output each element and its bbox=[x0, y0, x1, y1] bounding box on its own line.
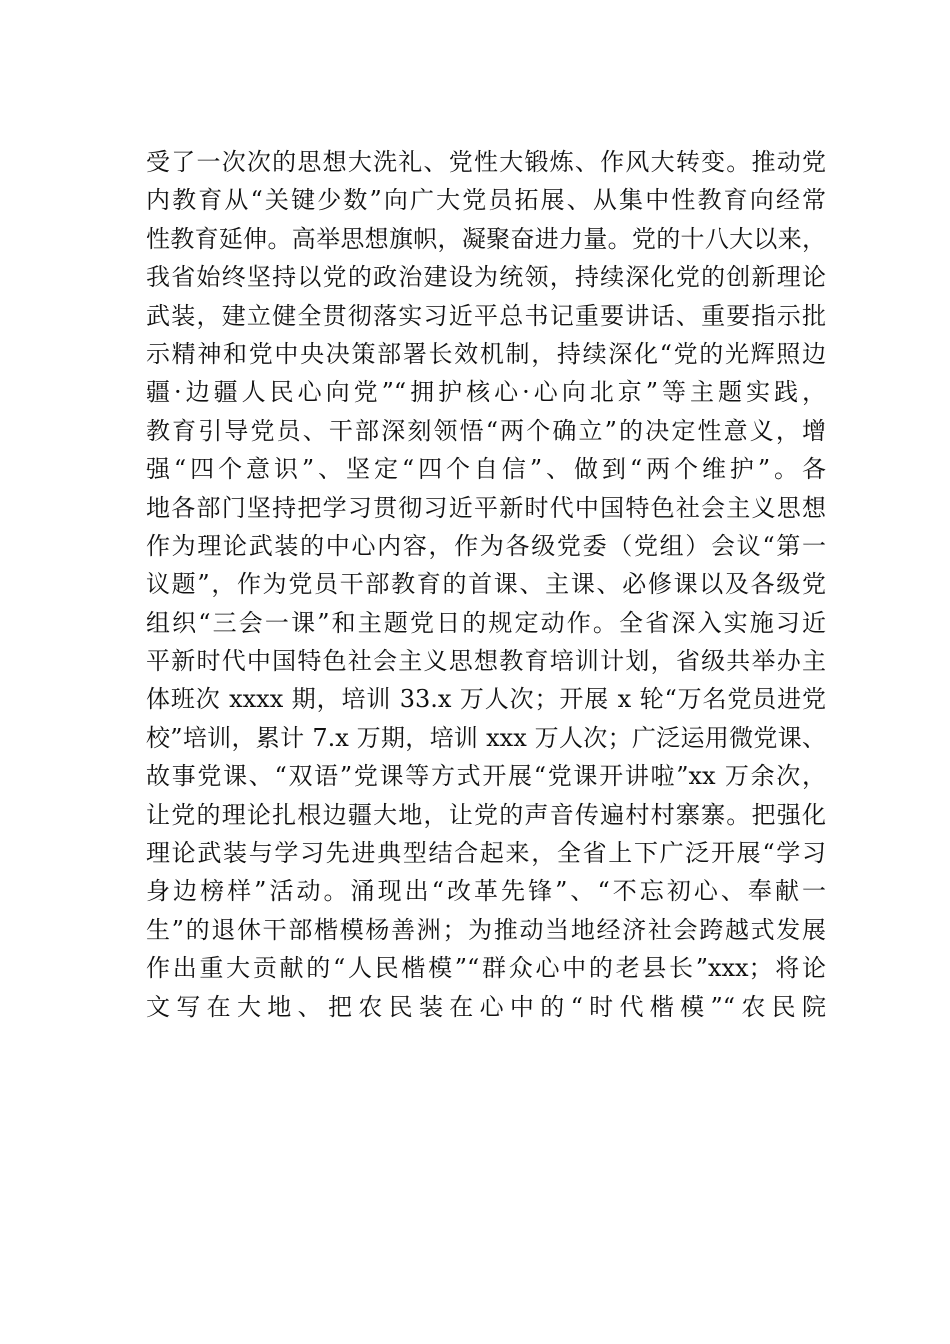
text-line: 议题”，作为党员干部教育的首课、主课、必修课以及各级党 bbox=[146, 570, 826, 599]
text-line: 理论武装与学习先进典型结合起来，全省上下广泛开展“学习 bbox=[146, 839, 826, 868]
text-line: 生”的退休干部楷模杨善洲；为推动当地经济社会跨越式发展 bbox=[146, 915, 826, 944]
text-line: 体班次 xxxx 期，培训 33.x 万人次；开展 x 轮“万名党员进党 bbox=[146, 685, 826, 714]
text-line: 校”培训，累计 7.x 万期，培训 xxx 万人次；广泛运用微党课、 bbox=[146, 723, 826, 752]
text-line: 作出重大贡献的“人民楷模”“群众心中的老县长”xxx；将论 bbox=[146, 954, 826, 983]
text-line: 文写在大地、把农民装在心中的“时代楷模”“农民院 bbox=[146, 992, 826, 1021]
text-line: 平新时代中国特色社会主义思想教育培训计划，省级共举办主 bbox=[146, 647, 826, 676]
text-line: 身边榜样”活动。涌现出“改革先锋”、“不忘初心、奉献一 bbox=[146, 877, 826, 906]
text-line: 疆·边疆人民心向党”“拥护核心·心向北京”等主题实践， bbox=[146, 378, 826, 407]
text-line: 故事党课、“双语”党课等方式开展“党课开讲啦”xx 万余次， bbox=[146, 762, 826, 791]
text-line: 作为理论武装的中心内容，作为各级党委（党组）会议“第一 bbox=[146, 531, 826, 560]
text-line: 强“四个意识”、坚定“四个自信”、做到“两个维护”。各 bbox=[146, 455, 826, 484]
text-line: 示精神和党中央决策部署长效机制，持续深化“党的光辉照边 bbox=[146, 339, 826, 368]
text-line: 组织“三会一课”和主题党日的规定动作。全省深入实施习近 bbox=[146, 608, 826, 637]
text-line: 我省始终坚持以党的政治建设为统领，持续深化党的创新理论 bbox=[146, 263, 826, 292]
text-line: 内教育从“关键少数”向广大党员拓展、从集中性教育向经常 bbox=[146, 186, 826, 215]
text-line: 教育引导党员、干部深刻领悟“两个确立”的决定性意义，增 bbox=[146, 416, 826, 445]
text-line: 让党的理论扎根边疆大地，让党的声音传遍村村寨寨。把强化 bbox=[146, 800, 826, 829]
text-line: 武装，建立健全贯彻落实习近平总书记重要讲话、重要指示批 bbox=[146, 301, 826, 330]
body-text bbox=[146, 143, 826, 1026]
text-line: 性教育延伸。高举思想旗帜，凝聚奋进力量。党的十八大以来， bbox=[146, 224, 826, 253]
text-line: 受了一次次的思想大洗礼、党性大锻炼、作风大转变。推动党 bbox=[146, 148, 826, 176]
text-line: 地各部门坚持把学习贯彻习近平新时代中国特色社会主义思想 bbox=[146, 493, 826, 522]
